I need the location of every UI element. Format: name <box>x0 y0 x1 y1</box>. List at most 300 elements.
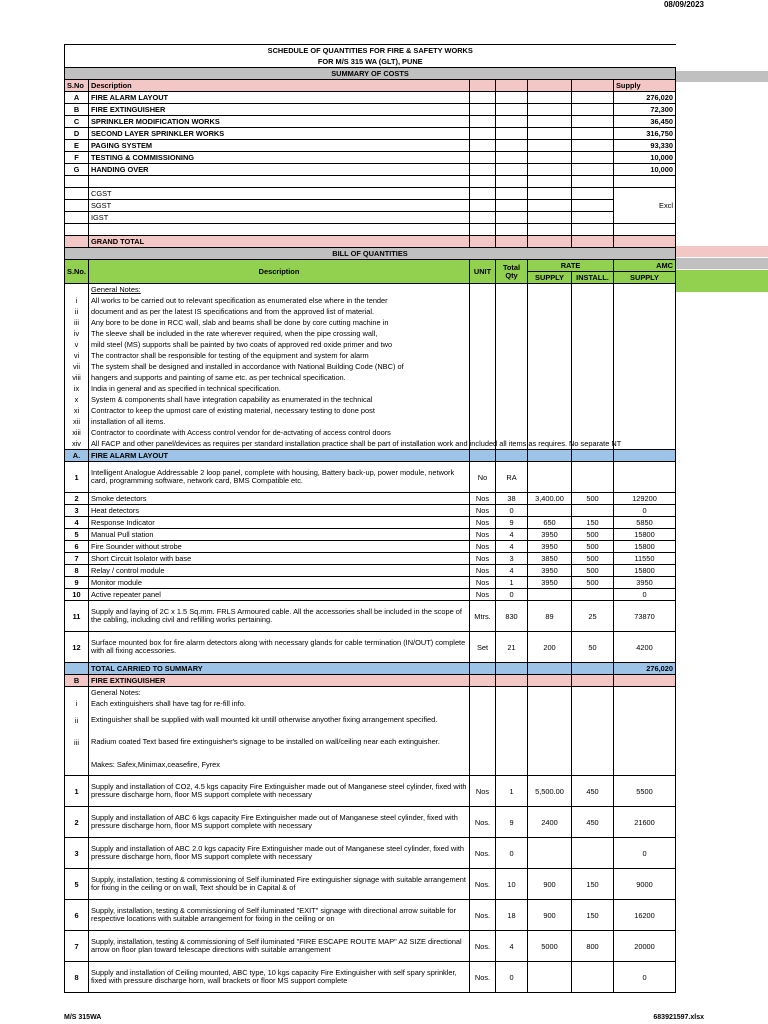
cell <box>528 753 572 776</box>
item-amount: 0 <box>614 962 676 993</box>
note-number: ii <box>65 709 89 731</box>
cell <box>572 663 614 675</box>
cell <box>496 698 528 709</box>
cell <box>470 731 496 753</box>
cell <box>614 753 676 776</box>
item-number: 1 <box>65 462 89 493</box>
cell <box>572 92 614 104</box>
cell <box>572 212 614 224</box>
table-row <box>65 675 676 687</box>
table-row <box>65 698 676 709</box>
item-number: 2 <box>65 493 89 505</box>
cell <box>528 224 572 236</box>
cell <box>470 152 496 164</box>
cell <box>470 140 496 152</box>
cell <box>496 753 528 776</box>
item-description: Manual Pull station <box>89 529 470 541</box>
cell <box>496 361 528 372</box>
item-unit: Nos. <box>470 838 496 869</box>
boq-col-rate: RATE <box>528 260 614 272</box>
cell <box>470 284 496 296</box>
item-description: Supply and installation of Ceiling mounted, ABC type, 10 kgs capacity Fire Extinguisher with self spary sprinkler, fixed with pressure discharge horn, wall brackets or floor MS support complete <box>89 962 470 993</box>
table-row <box>65 212 676 224</box>
table-row <box>65 931 676 962</box>
item-qty: 0 <box>496 838 528 869</box>
cell <box>470 383 496 394</box>
table-row <box>65 152 676 164</box>
item-qty: 3 <box>496 553 528 565</box>
boq-band-overflow <box>675 258 768 269</box>
cell <box>496 709 528 731</box>
table-row <box>65 140 676 152</box>
cell <box>470 394 496 405</box>
note-text: Any bore to be done in RCC wall, slab and beams shall be done by core cutting machine in <box>89 317 470 328</box>
item-number: 1 <box>65 776 89 807</box>
item-description: Short Circuit Isolator with base <box>89 553 470 565</box>
cell <box>528 383 572 394</box>
cell <box>572 306 614 317</box>
item-qty: RA <box>496 462 528 493</box>
cell <box>572 176 614 188</box>
table-row <box>65 553 676 565</box>
boq-header-band-overflow <box>675 270 768 292</box>
section-total-value: 276,020 <box>614 663 676 675</box>
cell <box>572 284 614 296</box>
cell <box>470 405 496 416</box>
table-row <box>65 416 676 427</box>
item-qty: 830 <box>496 601 528 632</box>
summary-band-overflow <box>675 71 768 82</box>
cell <box>496 317 528 328</box>
item-install-rate: 500 <box>572 541 614 553</box>
note-number: xiii <box>65 427 89 438</box>
cell <box>470 164 496 176</box>
cell <box>572 350 614 361</box>
cell <box>496 663 528 675</box>
item-description: Supply, installation, testing & commissioning of Self iluminated Fire extinguisher signage with suitable arrangement for fixing in the ceiling or on wall, Text should be in Capital & of <box>89 869 470 900</box>
summary-desc: TESTING & COMMISSIONING <box>89 152 470 164</box>
cell <box>470 306 496 317</box>
table-row <box>65 529 676 541</box>
item-install-rate: 450 <box>572 807 614 838</box>
cell <box>470 295 496 306</box>
item-supply-rate: 3850 <box>528 553 572 565</box>
cell <box>496 339 528 350</box>
cell <box>572 427 614 438</box>
table-row <box>65 505 676 517</box>
table-row <box>65 372 676 383</box>
note-text: Extinguisher shall be supplied with wall mounted kit untill otherwise anyother fixing arrangement specified. <box>89 709 470 731</box>
table-row <box>65 493 676 505</box>
item-amount <box>614 462 676 493</box>
boq-col-supply: SUPPLY <box>528 272 572 284</box>
table-row <box>65 339 676 350</box>
section-total-label: TOTAL CARRIED TO SUMMARY <box>89 663 470 675</box>
note-text: mild steel (MS) supports shall be painted by two coats of approved red oxide primer and two <box>89 339 470 350</box>
summary-desc: HANDING OVER <box>89 164 470 176</box>
section-code: B <box>65 675 89 687</box>
table-row <box>65 164 676 176</box>
note-text: India in general and as specified in technical specification. <box>89 383 470 394</box>
boq-table <box>64 44 676 993</box>
cell <box>470 236 496 248</box>
item-supply-rate: 3950 <box>528 577 572 589</box>
item-description: Supply, installation, testing & commissioning of Self iluminated "EXIT" signage with directional arrow suitable for respective locations with suitable arrangement for fixing in the ceiling or on <box>89 900 470 931</box>
note-number: iii <box>65 317 89 328</box>
item-qty: 1 <box>496 776 528 807</box>
note-number: xii <box>65 416 89 427</box>
cell <box>572 152 614 164</box>
item-supply-rate <box>528 505 572 517</box>
boq-col-qty: Total Qty <box>496 260 528 284</box>
summary-sno: D <box>65 128 89 140</box>
cell <box>65 236 89 248</box>
table-row <box>65 317 676 328</box>
item-supply-rate: 3,400.00 <box>528 493 572 505</box>
item-amount: 5500 <box>614 776 676 807</box>
cell <box>614 372 676 383</box>
item-qty: 4 <box>496 565 528 577</box>
cell <box>572 188 614 200</box>
cell <box>572 675 614 687</box>
cell <box>614 317 676 328</box>
item-qty: 18 <box>496 900 528 931</box>
note-text: All FACP and other panel/devices as requires per standard installation practice shall be part of installation work and included all items as requires. No separate NT <box>89 438 470 450</box>
summary-heading: SUMMARY OF COSTS <box>65 68 676 80</box>
boq-col-desc: Description <box>89 260 470 284</box>
item-description: Supply and installation of ABC 6 kgs capacity Fire Extinguisher made out of Manganese steel cylinder, fixed with pressure discharge horn, floor MS support complete with necessary <box>89 807 470 838</box>
cell <box>572 128 614 140</box>
cell <box>496 405 528 416</box>
cell <box>614 438 676 450</box>
item-install-rate <box>572 838 614 869</box>
cell <box>496 306 528 317</box>
general-notes-title: General Notes: <box>89 284 470 296</box>
cell <box>614 450 676 462</box>
note-number: xiv <box>65 438 89 450</box>
item-supply-rate <box>528 462 572 493</box>
table-row <box>65 200 676 212</box>
note-number: ix <box>65 383 89 394</box>
cell <box>528 92 572 104</box>
item-number: 5 <box>65 869 89 900</box>
item-qty: 0 <box>496 962 528 993</box>
cell <box>496 687 528 699</box>
spreadsheet <box>64 44 675 993</box>
cell <box>572 416 614 427</box>
table-row <box>65 807 676 838</box>
boq-col-sno: S.No. <box>65 260 89 284</box>
item-number: 7 <box>65 553 89 565</box>
cell <box>572 687 614 699</box>
item-number: 4 <box>65 517 89 529</box>
item-number: 11 <box>65 601 89 632</box>
cell <box>470 339 496 350</box>
cell <box>572 731 614 753</box>
note-number: iii <box>65 731 89 753</box>
item-install-rate: 450 <box>572 776 614 807</box>
cell <box>496 92 528 104</box>
summary-desc: FIRE ALARM LAYOUT <box>89 92 470 104</box>
item-number: 12 <box>65 632 89 663</box>
cell <box>470 698 496 709</box>
item-description: Heat detectors <box>89 505 470 517</box>
cell <box>496 140 528 152</box>
item-amount: 16200 <box>614 900 676 931</box>
cell <box>614 405 676 416</box>
item-install-rate <box>572 589 614 601</box>
note-text: Radium coated Text based fire extinguisher's signage to be installed on wall/ceiling near each extinguisher. <box>89 731 470 753</box>
item-supply-rate: 89 <box>528 601 572 632</box>
table-row <box>65 438 676 450</box>
cell <box>470 116 496 128</box>
cell <box>614 350 676 361</box>
item-amount: 73870 <box>614 601 676 632</box>
summary-desc: PAGING SYSTEM <box>89 140 470 152</box>
item-install-rate: 800 <box>572 931 614 962</box>
cell <box>496 224 528 236</box>
summary-desc: FIRE EXTINGUISHER <box>89 104 470 116</box>
cell <box>572 394 614 405</box>
cell <box>496 383 528 394</box>
table-row <box>65 224 676 236</box>
note-number: viii <box>65 372 89 383</box>
cell <box>528 152 572 164</box>
cell <box>528 200 572 212</box>
grand-total-band-overflow <box>675 246 768 257</box>
cell <box>470 328 496 339</box>
table-row <box>65 116 676 128</box>
footer-filename: 683921597.xlsx <box>653 1014 704 1021</box>
note-text: Contractor to keep the upmost care of existing material, necessary testing to done post <box>89 405 470 416</box>
cell <box>528 372 572 383</box>
item-unit: Nos. <box>470 900 496 931</box>
item-amount: 4200 <box>614 632 676 663</box>
item-supply-rate: 3950 <box>528 541 572 553</box>
cell <box>65 284 89 296</box>
cell <box>614 427 676 438</box>
boq-col-install: INSTALL. <box>572 272 614 284</box>
item-install-rate: 150 <box>572 900 614 931</box>
cell <box>528 698 572 709</box>
cell <box>496 372 528 383</box>
item-description: Fire Sounder without strobe <box>89 541 470 553</box>
table-row <box>65 577 676 589</box>
boq-col-amount: AMC <box>614 260 676 272</box>
cell <box>572 372 614 383</box>
cell <box>528 295 572 306</box>
item-number: 7 <box>65 931 89 962</box>
section-b-notes-title: General Notes: <box>89 687 470 699</box>
footer-left: M/S 315WA <box>64 1014 102 1021</box>
boq-heading: BILL OF QUANTITIES <box>65 248 676 260</box>
cell <box>528 427 572 438</box>
note-text: System & components shall have integration capability as enumerated in the technical <box>89 394 470 405</box>
cell <box>496 128 528 140</box>
item-unit: Nos <box>470 493 496 505</box>
table-row <box>65 663 676 675</box>
cell <box>496 104 528 116</box>
item-install-rate: 500 <box>572 553 614 565</box>
cell <box>528 416 572 427</box>
item-unit: Nos. <box>470 931 496 962</box>
section-title: FIRE EXTINGUISHER <box>89 675 470 687</box>
item-amount: 0 <box>614 838 676 869</box>
item-unit: Nos <box>470 541 496 553</box>
item-supply-rate: 5000 <box>528 931 572 962</box>
cell <box>470 416 496 427</box>
cell <box>470 350 496 361</box>
table-row <box>65 176 676 188</box>
table-row <box>65 731 676 753</box>
cell <box>614 295 676 306</box>
cell <box>528 709 572 731</box>
item-install-rate: 25 <box>572 601 614 632</box>
item-unit: Nos. <box>470 869 496 900</box>
cell <box>572 236 614 248</box>
item-unit: Nos <box>470 529 496 541</box>
cell <box>470 675 496 687</box>
cell <box>614 328 676 339</box>
note-number: i <box>65 698 89 709</box>
cell <box>572 339 614 350</box>
item-unit: Nos <box>470 553 496 565</box>
cell <box>614 236 676 248</box>
cell <box>572 295 614 306</box>
item-number: 5 <box>65 529 89 541</box>
cell <box>65 663 89 675</box>
cell <box>572 405 614 416</box>
summary-sno: E <box>65 140 89 152</box>
cell <box>614 709 676 731</box>
item-unit: Nos <box>470 505 496 517</box>
item-number: 10 <box>65 589 89 601</box>
item-install-rate <box>572 462 614 493</box>
item-description: Relay / control module <box>89 565 470 577</box>
item-number: 8 <box>65 962 89 993</box>
note-text: All works to be carried out to relevant specification as enumerated else where in the tender <box>89 295 470 306</box>
item-amount: 20000 <box>614 931 676 962</box>
cell <box>470 317 496 328</box>
cell <box>496 295 528 306</box>
item-qty: 38 <box>496 493 528 505</box>
item-qty: 0 <box>496 505 528 517</box>
item-qty: 21 <box>496 632 528 663</box>
cell <box>496 328 528 339</box>
cell <box>572 140 614 152</box>
note-number: xi <box>65 405 89 416</box>
table-row <box>65 517 676 529</box>
cell <box>572 224 614 236</box>
table-row <box>65 900 676 931</box>
cell <box>470 427 496 438</box>
item-amount: 15800 <box>614 541 676 553</box>
item-install-rate: 500 <box>572 565 614 577</box>
item-number: 9 <box>65 577 89 589</box>
cell <box>470 200 496 212</box>
cell <box>572 709 614 731</box>
cell <box>528 663 572 675</box>
cell <box>496 236 528 248</box>
section-code: A. <box>65 450 89 462</box>
item-amount: 11550 <box>614 553 676 565</box>
item-qty: 4 <box>496 529 528 541</box>
table-row <box>65 962 676 993</box>
cell <box>528 188 572 200</box>
item-unit: Set <box>470 632 496 663</box>
item-unit: Nos. <box>470 807 496 838</box>
item-unit: No <box>470 462 496 493</box>
cell <box>572 698 614 709</box>
cell <box>496 152 528 164</box>
cell <box>614 731 676 753</box>
cell <box>528 212 572 224</box>
cell <box>528 731 572 753</box>
item-amount: 15800 <box>614 565 676 577</box>
tax-label: IGST <box>89 212 470 224</box>
item-supply-rate <box>528 962 572 993</box>
note-number: vi <box>65 350 89 361</box>
summary-supply: 10,000 <box>614 152 676 164</box>
table-row <box>65 188 676 200</box>
summary-sno: C <box>65 116 89 128</box>
summary-supply: 276,020 <box>614 92 676 104</box>
cell <box>572 450 614 462</box>
cell <box>528 116 572 128</box>
note-text: The system shall be designed and installed in accordance with National Building Code (NBC) of <box>89 361 470 372</box>
cell <box>614 416 676 427</box>
cell <box>614 224 676 236</box>
item-amount: 3950 <box>614 577 676 589</box>
cell <box>470 176 496 188</box>
item-install-rate: 50 <box>572 632 614 663</box>
cell <box>65 200 89 212</box>
cell <box>496 164 528 176</box>
cell <box>614 698 676 709</box>
item-supply-rate: 900 <box>528 900 572 931</box>
summary-supply: 36,450 <box>614 116 676 128</box>
cell <box>614 176 676 188</box>
table-row <box>65 838 676 869</box>
cell <box>496 212 528 224</box>
summary-supply: 10,000 <box>614 164 676 176</box>
table-row <box>65 361 676 372</box>
cell <box>528 328 572 339</box>
cell <box>496 350 528 361</box>
cell <box>496 427 528 438</box>
cell <box>528 140 572 152</box>
summary-supply: 93,330 <box>614 140 676 152</box>
summary-sno: F <box>65 152 89 164</box>
table-row <box>65 284 676 296</box>
item-supply-rate: 200 <box>528 632 572 663</box>
cell <box>528 236 572 248</box>
cell <box>572 328 614 339</box>
cell <box>496 394 528 405</box>
cell <box>65 687 89 699</box>
item-qty: 1 <box>496 577 528 589</box>
table-row <box>65 869 676 900</box>
item-unit: Nos <box>470 589 496 601</box>
cell <box>528 164 572 176</box>
item-number: 3 <box>65 505 89 517</box>
item-amount: 15800 <box>614 529 676 541</box>
summary-col-desc: Description <box>89 80 470 92</box>
item-number: 8 <box>65 565 89 577</box>
cell <box>470 663 496 675</box>
item-qty: 0 <box>496 589 528 601</box>
item-description: Supply and installation of CO2, 4.5 kgs capacity Fire Extinguisher made out of Manganese steel cylinder, fixed with pressure discharge horn, floor MS support complete with necessary <box>89 776 470 807</box>
